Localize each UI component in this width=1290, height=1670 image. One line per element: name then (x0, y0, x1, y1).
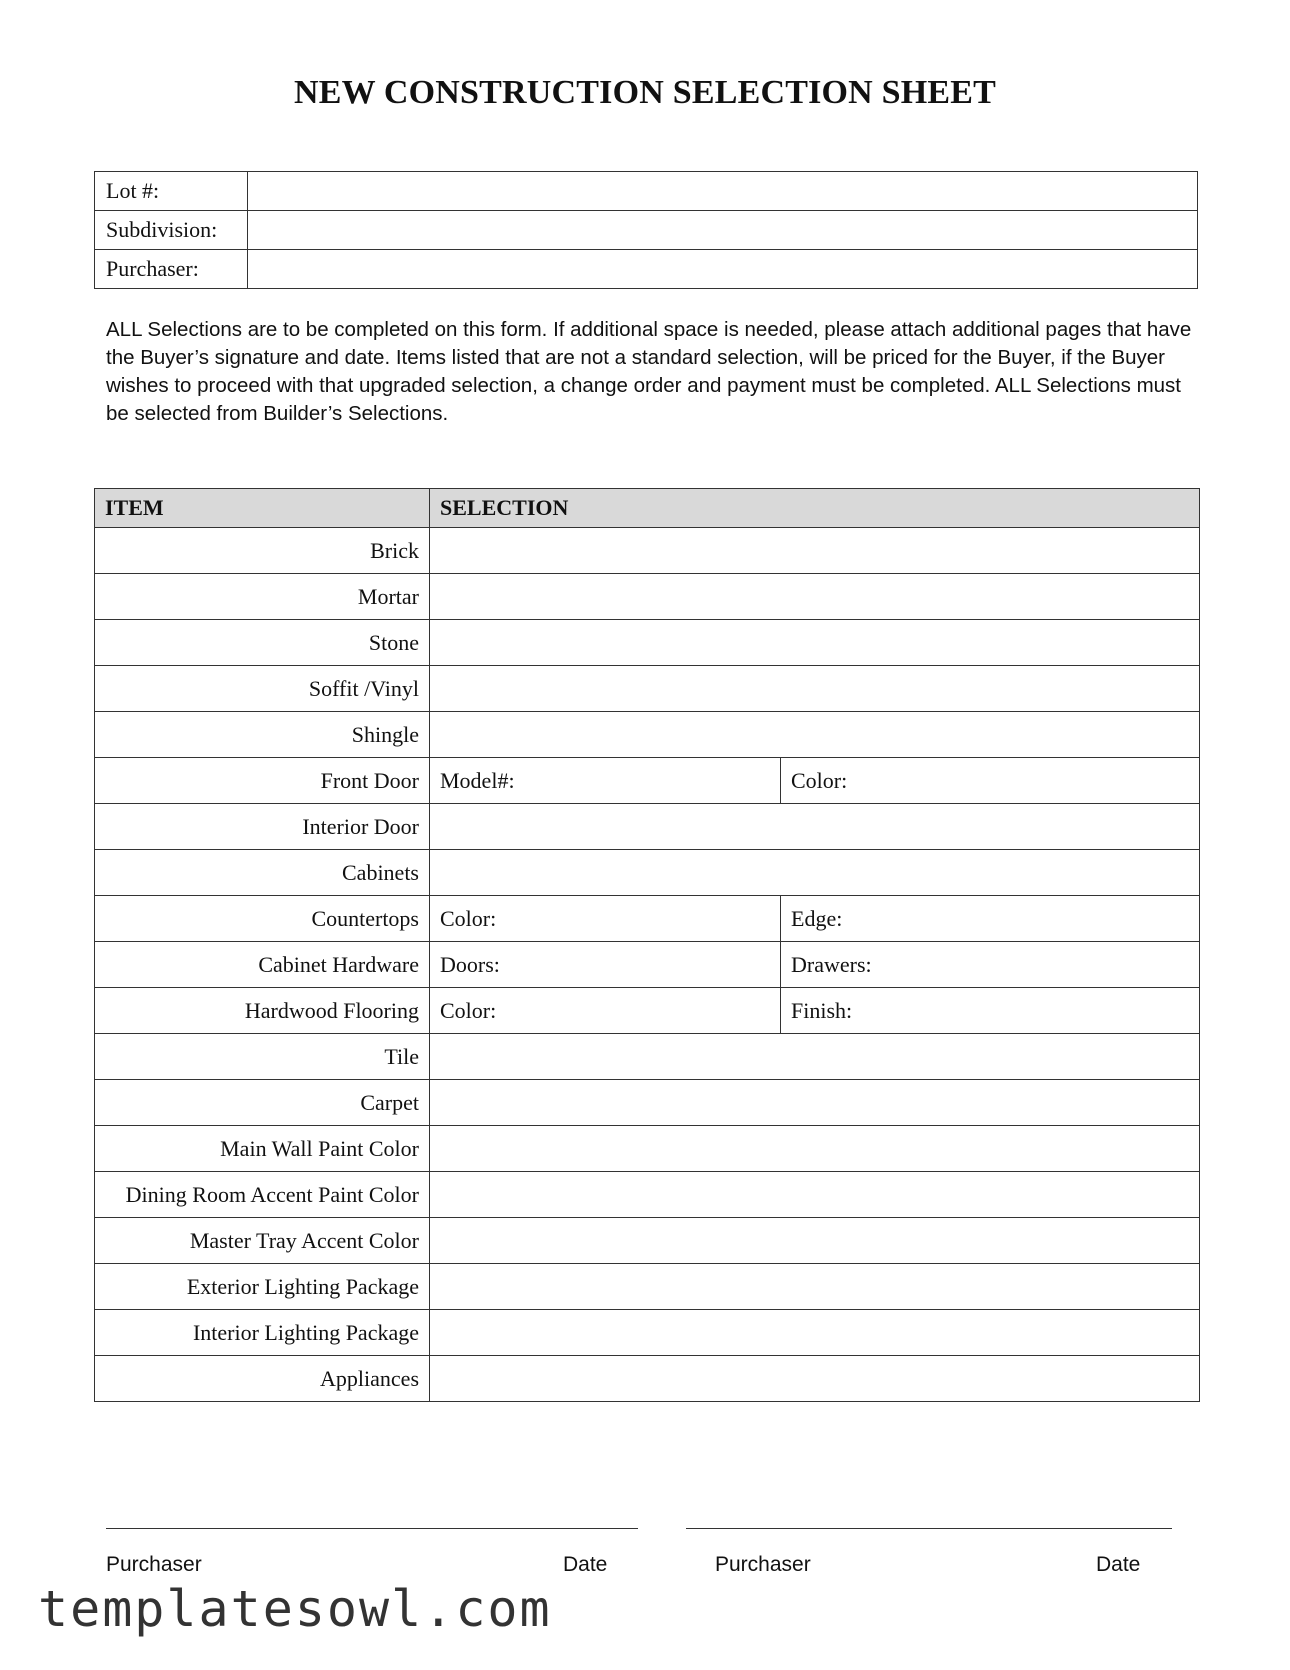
item-label: Cabinet Hardware (95, 942, 430, 988)
purchaser-1-signature-line[interactable] (106, 1528, 638, 1529)
page-title: NEW CONSTRUCTION SELECTION SHEET (293, 74, 997, 111)
front-door-model-field[interactable]: Model#: (430, 758, 781, 804)
selection-field[interactable] (430, 1080, 1200, 1126)
item-label: Tile (95, 1034, 430, 1080)
item-label: Carpet (95, 1080, 430, 1126)
table-row (95, 712, 1200, 758)
purchaser-label: Purchaser: (95, 250, 248, 289)
item-label: Interior Lighting Package (95, 1310, 430, 1356)
countertops-color-field[interactable]: Color: (430, 896, 781, 942)
lot-info-table (94, 171, 1198, 289)
item-label: Brick (95, 528, 430, 574)
purchaser-2-signature-line[interactable] (686, 1528, 1172, 1529)
table-row (95, 666, 1200, 712)
selection-field[interactable] (430, 1172, 1200, 1218)
item-label: Front Door (95, 758, 430, 804)
cabinet-hardware-doors-field[interactable]: Doors: (430, 942, 781, 988)
lot-row (95, 172, 1198, 211)
selection-column-header: SELECTION (430, 489, 1200, 528)
table-row (95, 1356, 1200, 1402)
selection-field[interactable] (430, 712, 1200, 758)
table-row (95, 1218, 1200, 1264)
purchaser-field[interactable] (248, 250, 1198, 289)
selection-field[interactable] (430, 666, 1200, 712)
table-row (95, 758, 1200, 804)
item-label: Interior Door (95, 804, 430, 850)
table-row (95, 574, 1200, 620)
table-row (95, 896, 1200, 942)
date-2-label: Date (1096, 1553, 1141, 1576)
table-row (95, 942, 1200, 988)
front-door-color-field[interactable]: Color: (781, 758, 1200, 804)
subdivision-row (95, 211, 1198, 250)
table-row (95, 1264, 1200, 1310)
selection-field[interactable] (430, 1264, 1200, 1310)
cabinet-hardware-drawers-field[interactable]: Drawers: (781, 942, 1200, 988)
instructions-note: ALL Selections are to be completed on this form. If additional space is needed, please attach additional pages that have the Buyer’s signature and date. Items listed that are not a standard selection, will be priced for the Buyer, if the Buyer wishes to proceed with that upgraded selection, a change order and payment must be completed. ALL Selections must be selected from Builder’s Selections. (106, 318, 1192, 425)
hardwood-color-field[interactable]: Color: (430, 988, 781, 1034)
selection-field[interactable] (430, 1218, 1200, 1264)
table-row (95, 1172, 1200, 1218)
selection-field[interactable] (430, 528, 1200, 574)
table-row (95, 620, 1200, 666)
item-label: Stone (95, 620, 430, 666)
table-row (95, 804, 1200, 850)
item-column-header: ITEM (95, 489, 430, 528)
purchaser-row (95, 250, 1198, 289)
selection-field[interactable] (430, 850, 1200, 896)
selection-field[interactable] (430, 620, 1200, 666)
table-row (95, 528, 1200, 574)
table-row (95, 1126, 1200, 1172)
selection-table (94, 488, 1200, 1402)
item-label: Appliances (95, 1356, 430, 1402)
item-label: Hardwood Flooring (95, 988, 430, 1034)
item-label: Master Tray Accent Color (95, 1218, 430, 1264)
hardwood-finish-field[interactable]: Finish: (781, 988, 1200, 1034)
selection-field[interactable] (430, 804, 1200, 850)
table-row (95, 850, 1200, 896)
lot-label: Lot #: (95, 172, 248, 211)
countertops-edge-field[interactable]: Edge: (781, 896, 1200, 942)
table-row (95, 988, 1200, 1034)
item-label: Countertops (95, 896, 430, 942)
selection-field[interactable] (430, 1356, 1200, 1402)
selection-field[interactable] (430, 1034, 1200, 1080)
selection-field[interactable] (430, 1126, 1200, 1172)
selection-field[interactable] (430, 1310, 1200, 1356)
purchaser-1-label: Purchaser (106, 1553, 202, 1576)
item-label: Shingle (95, 712, 430, 758)
item-label: Soffit /Vinyl (95, 666, 430, 712)
item-label: Exterior Lighting Package (95, 1264, 430, 1310)
item-label: Cabinets (95, 850, 430, 896)
item-label: Dining Room Accent Paint Color (95, 1172, 430, 1218)
lot-field[interactable] (248, 172, 1198, 211)
purchaser-2-label: Purchaser (715, 1553, 811, 1576)
watermark: templatesowl.com (38, 1580, 552, 1638)
selection-field[interactable] (430, 574, 1200, 620)
subdivision-field[interactable] (248, 211, 1198, 250)
table-row (95, 1034, 1200, 1080)
selection-table-header (95, 489, 1200, 528)
item-label: Mortar (95, 574, 430, 620)
item-label: Main Wall Paint Color (95, 1126, 430, 1172)
subdivision-label: Subdivision: (95, 211, 248, 250)
date-1-label: Date (563, 1553, 608, 1576)
table-row (95, 1080, 1200, 1126)
table-row (95, 1310, 1200, 1356)
